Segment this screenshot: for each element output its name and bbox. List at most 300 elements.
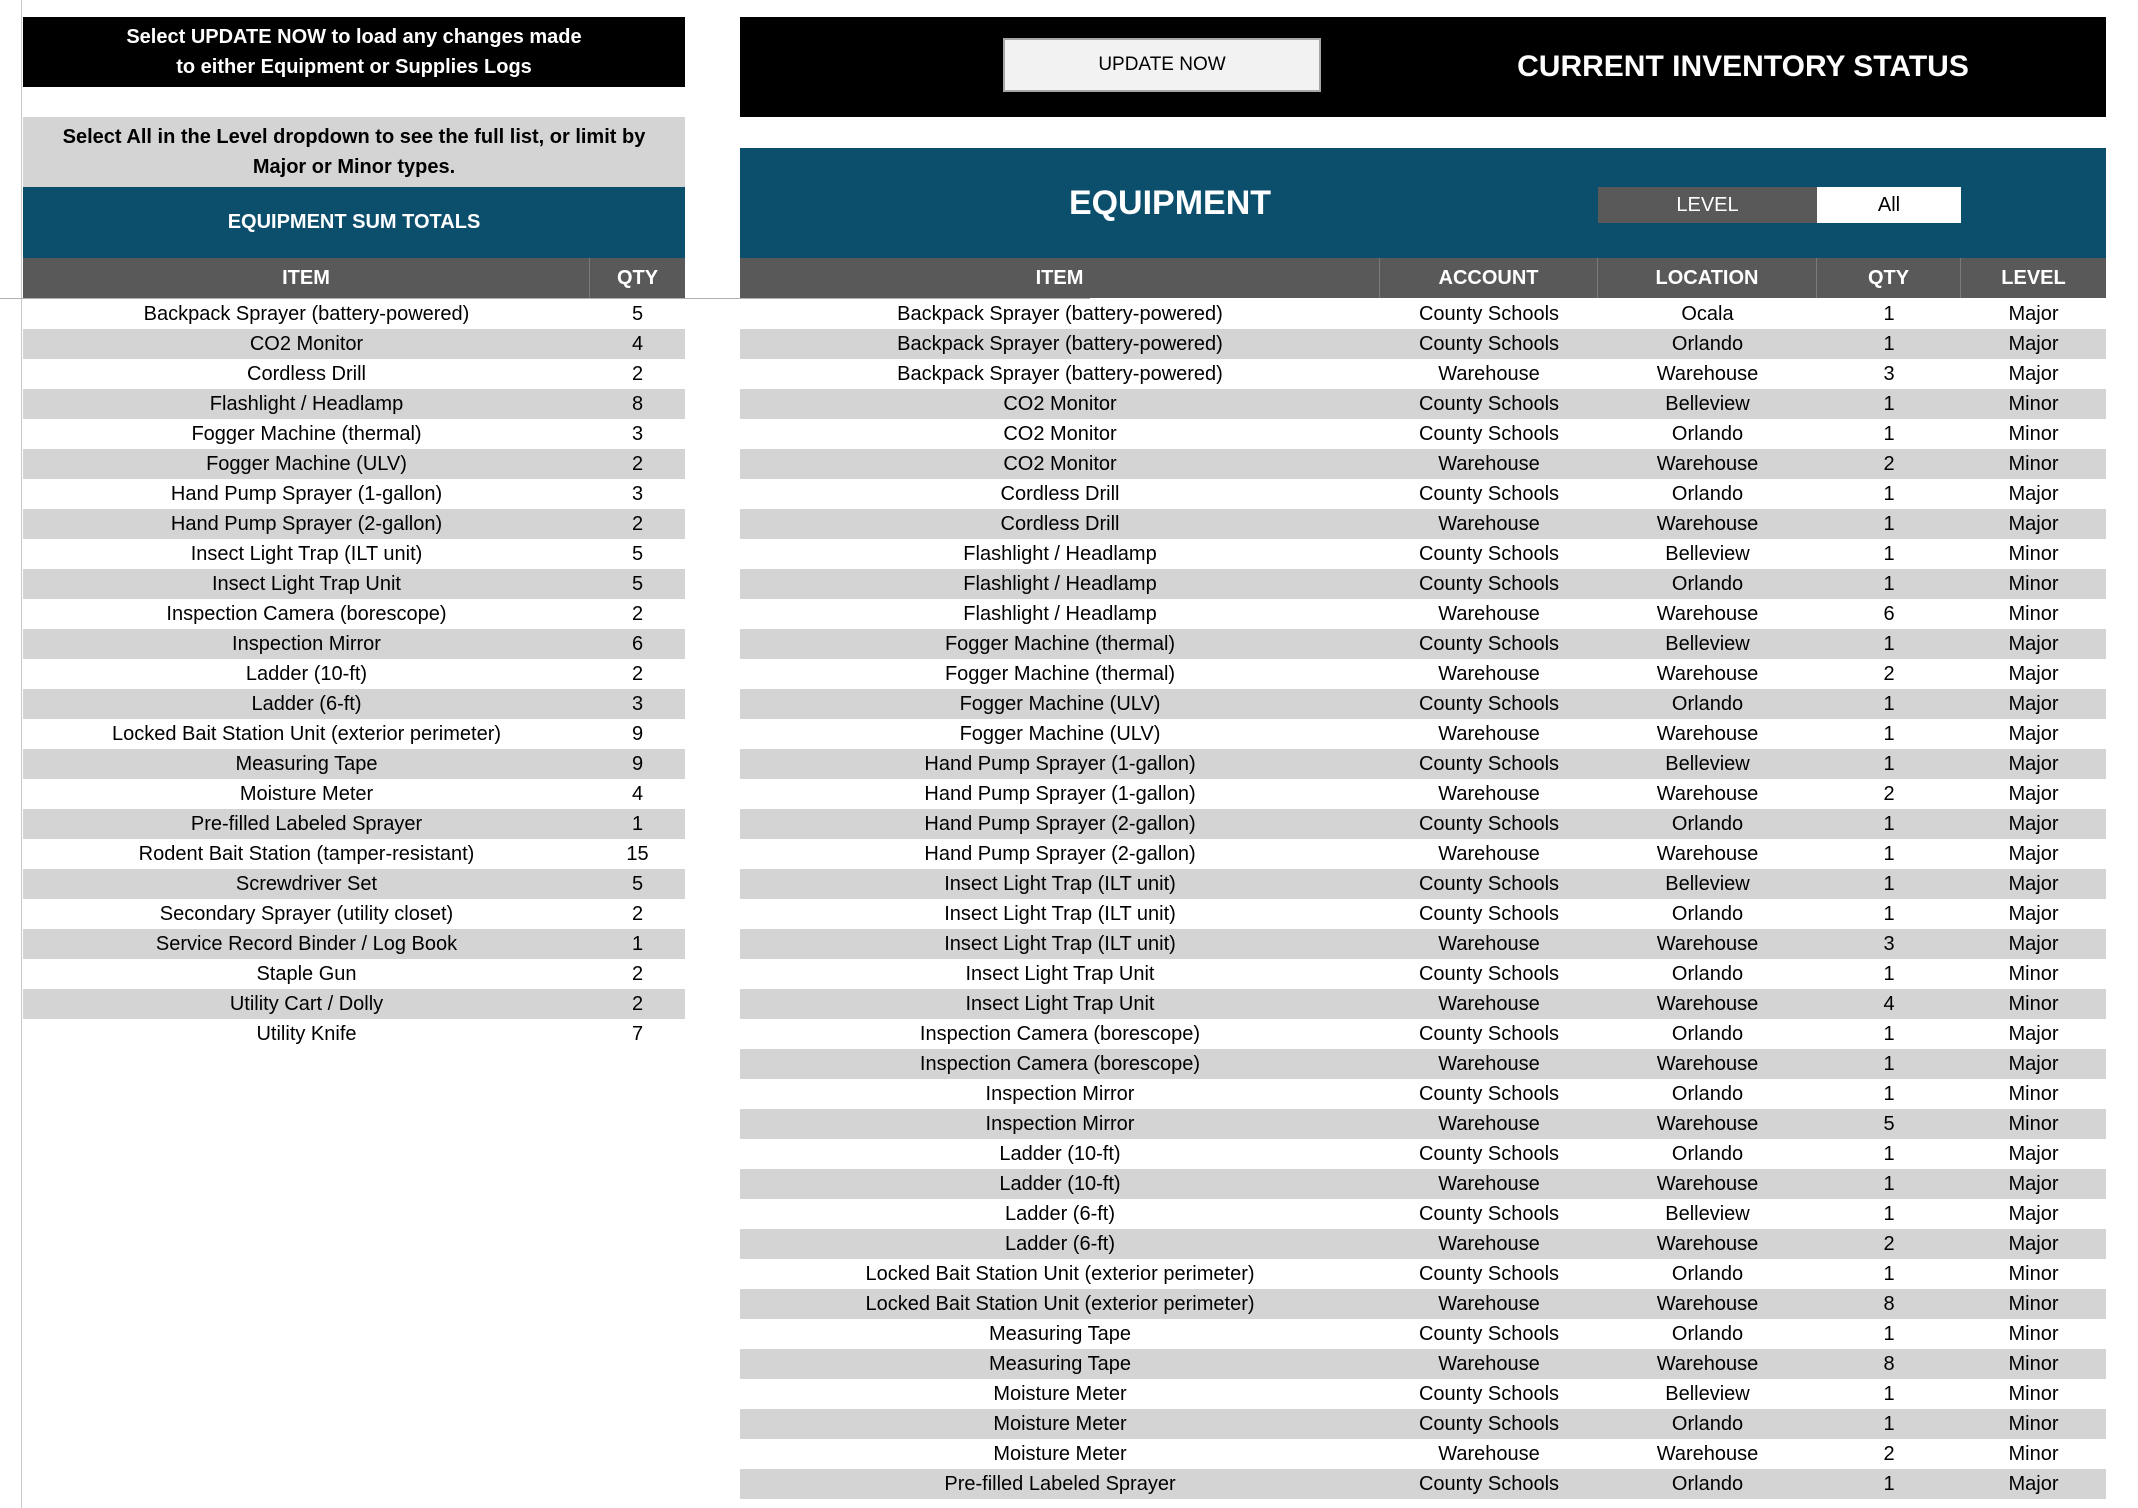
equip-item-cell: Locked Bait Station Unit (exterior perimeter) [865,1292,1255,1315]
sum-item-cell: Screwdriver Set [235,872,378,895]
equip-account-cell: County Schools [1418,542,1560,565]
table-row [740,839,2106,869]
table-row [740,1259,2106,1289]
equip-location-cell: Belleview [1665,632,1750,655]
equip-item-cell: Insect Light Trap Unit [965,962,1155,985]
sum-qty-cell: 2 [631,512,644,535]
equip-location-cell: Orlando [1671,1142,1744,1165]
equip-level-cell: Minor [2008,1412,2059,1435]
sum-qty-cell: 4 [631,782,644,805]
table-row [740,719,2106,749]
equip-level-cell: Major [2008,752,2059,775]
equip-account-cell: County Schools [1418,812,1560,835]
equip-account-cell: County Schools [1418,1082,1560,1105]
equip-level-cell: Minor [2008,392,2059,415]
equip-qty-cell: 3 [1883,362,1895,385]
equip-level-cell: Minor [2008,602,2059,625]
equip-account-cell: Warehouse [1438,932,1540,955]
table-row [740,509,2106,539]
sum-qty-cell: 5 [631,572,644,595]
equip-location-cell: Warehouse [1656,992,1759,1015]
equip-location-cell: Warehouse [1656,362,1759,385]
equip-location-cell: Belleview [1665,542,1750,565]
equip-account-cell: Warehouse [1438,1172,1540,1195]
equip-location-cell: Ocala [1681,302,1734,325]
sum-item-cell: Backpack Sprayer (battery-powered) [143,302,470,325]
equip-qty-cell: 1 [1883,1082,1895,1105]
equip-qty-cell: 1 [1883,1142,1895,1165]
sum-item-cell: Locked Bait Station Unit (exterior perimeter) [111,722,502,745]
equip-account-cell: Warehouse [1438,1352,1540,1375]
sum-totals-title: EQUIPMENT SUM TOTALS [23,187,685,258]
table-row [23,359,685,389]
equip-level-cell: Major [2008,842,2059,865]
equip-level-cell: Minor [2008,1442,2059,1465]
table-row [740,1289,2106,1319]
equip-level-cell: Minor [2008,1112,2059,1135]
equip-location-cell: Warehouse [1656,722,1759,745]
equip-location-cell: Belleview [1665,1202,1750,1225]
equip-level-cell: Minor [2008,992,2059,1015]
equip-item-cell: Measuring Tape [989,1322,1131,1345]
equip-location-cell: Orlando [1671,1472,1744,1495]
table-row [23,719,685,749]
sum-item-cell: Ladder (6-ft) [251,692,362,715]
equip-qty-cell: 1 [1883,1412,1895,1435]
table-row [23,689,685,719]
equip-qty-cell: 1 [1883,902,1895,925]
equip-location-cell: Warehouse [1656,1292,1759,1315]
table-row [740,599,2106,629]
equip-account-cell: County Schools [1418,872,1560,895]
sum-item-cell: Pre-filled Labeled Sprayer [190,812,423,835]
equip-location-cell: Warehouse [1656,1052,1759,1075]
table-row [23,299,685,329]
equip-account-cell: Warehouse [1438,662,1540,685]
equip-account-cell: County Schools [1418,302,1560,325]
equip-level-cell: Major [2008,1052,2059,1075]
equipment-title: EQUIPMENT [1068,183,1272,222]
equip-account-cell: Warehouse [1438,782,1540,805]
equip-item-cell: Inspection Camera (borescope) [919,1022,1201,1045]
equip-item-cell: Cordless Drill [1000,512,1120,535]
equip-level-cell: Major [2008,362,2059,385]
table-row [740,1349,2106,1379]
equip-location-cell: Orlando [1671,902,1744,925]
equip-header-item: ITEM [740,258,1380,298]
sum-item-cell: Service Record Binder / Log Book [155,932,458,955]
equip-level-cell: Major [2008,782,2059,805]
sum-item-cell: Inspection Mirror [232,632,381,655]
sum-qty-cell: 3 [631,692,644,715]
equip-item-cell: Cordless Drill [1000,482,1120,505]
table-row [740,1439,2106,1469]
equip-location-cell: Orlando [1671,1322,1744,1345]
table-row [23,749,685,779]
equip-account-cell: Warehouse [1438,1292,1540,1315]
equip-location-cell: Orlando [1671,1082,1744,1105]
sum-qty-cell: 1 [631,932,644,955]
equip-account-cell: Warehouse [1438,1232,1540,1255]
equip-account-cell: County Schools [1418,572,1560,595]
table-row [23,389,685,419]
equip-qty-cell: 1 [1883,692,1895,715]
table-row [740,569,2106,599]
equip-account-cell: County Schools [1418,332,1560,355]
sum-qty-cell: 5 [631,542,644,565]
table-row [23,449,685,479]
table-row [23,479,685,509]
equip-account-cell: County Schools [1418,1472,1560,1495]
equip-level-cell: Minor [2008,1262,2059,1285]
equip-level-cell: Major [2008,332,2059,355]
table-row [740,449,2106,479]
equip-account-cell: Warehouse [1438,992,1540,1015]
sum-qty-cell: 9 [631,722,644,745]
equip-item-cell: Hand Pump Sprayer (1-gallon) [924,782,1196,805]
update-notice-line: to either Equipment or Supplies Logs [176,56,532,78]
sum-qty-cell: 2 [631,902,644,925]
equip-item-cell: Fogger Machine (thermal) [944,662,1176,685]
sum-item-cell: Hand Pump Sprayer (2-gallon) [170,512,443,535]
equip-location-cell: Warehouse [1656,512,1759,535]
equip-item-cell: Flashlight / Headlamp [963,542,1157,565]
sum-item-cell: Cordless Drill [247,362,366,385]
sum-item-cell: Hand Pump Sprayer (1-gallon) [170,482,443,505]
equip-location-cell: Orlando [1671,572,1744,595]
equip-qty-cell: 6 [1883,602,1895,625]
sum-qty-cell: 2 [631,962,644,985]
table-row [23,419,685,449]
equip-item-cell: Ladder (10-ft) [999,1172,1121,1195]
table-row [23,539,685,569]
table-row [740,899,2106,929]
equip-account-cell: Warehouse [1438,602,1540,625]
sum-item-cell: Fogger Machine (thermal) [191,422,422,445]
table-row [740,1469,2106,1499]
table-row [740,959,2106,989]
equip-level-cell: Major [2008,1232,2059,1255]
sum-item-cell: Inspection Camera (borescope) [166,602,447,625]
equip-level-cell: Major [2008,1172,2059,1195]
equip-account-cell: County Schools [1418,1262,1560,1285]
equip-account-cell: Warehouse [1438,512,1540,535]
equip-item-cell: CO2 Monitor [1003,392,1117,415]
equip-level-cell: Minor [2008,1292,2059,1315]
equip-qty-cell: 1 [1883,392,1895,415]
equip-item-cell: Ladder (6-ft) [1004,1202,1116,1225]
equip-qty-cell: 1 [1883,842,1895,865]
equip-qty-cell: 1 [1883,1382,1895,1405]
table-row [23,329,685,359]
table-row [740,629,2106,659]
equip-qty-cell: 1 [1883,872,1895,895]
inventory-status-title: CURRENT INVENTORY STATUS [1517,50,1969,83]
equip-item-cell: Fogger Machine (thermal) [944,632,1176,655]
table-row [740,1409,2106,1439]
equip-location-cell: Belleview [1665,752,1750,775]
equip-item-cell: Moisture Meter [993,1382,1127,1405]
table-row [23,899,685,929]
equip-qty-cell: 2 [1883,662,1895,685]
equip-account-cell: County Schools [1418,962,1560,985]
equip-qty-cell: 1 [1883,332,1895,355]
equip-item-cell: Hand Pump Sprayer (2-gallon) [924,812,1196,835]
equip-item-cell: Moisture Meter [993,1412,1127,1435]
equip-location-cell: Warehouse [1656,1442,1759,1465]
equip-account-cell: County Schools [1418,392,1560,415]
equip-item-cell: Insect Light Trap Unit [965,992,1155,1015]
equip-location-cell: Belleview [1665,872,1750,895]
table-row [740,689,2106,719]
equip-location-cell: Orlando [1671,332,1744,355]
sum-item-cell: Flashlight / Headlamp [209,392,404,415]
instructions-line: Major or Minor types. [252,156,456,178]
equip-level-cell: Major [2008,902,2059,925]
sum-qty-cell: 8 [631,392,644,415]
equip-level-cell: Major [2008,662,2059,685]
sum-item-cell: Ladder (10-ft) [245,662,368,685]
equip-qty-cell: 1 [1883,1262,1895,1285]
equip-qty-cell: 1 [1883,722,1895,745]
equip-qty-cell: 1 [1883,632,1895,655]
table-row [740,359,2106,389]
equip-level-cell: Major [2008,1142,2059,1165]
table-row [23,659,685,689]
table-row [23,989,685,1019]
equip-location-cell: Orlando [1671,482,1744,505]
equip-level-cell: Minor [2008,542,2059,565]
sum-item-cell: CO2 Monitor [249,332,364,355]
equip-qty-cell: 1 [1883,572,1895,595]
equip-qty-cell: 1 [1883,512,1895,535]
equip-level-cell: Minor [2008,1322,2059,1345]
equip-level-cell: Minor [2008,1352,2059,1375]
equip-location-cell: Warehouse [1656,932,1759,955]
equip-location-cell: Warehouse [1656,842,1759,865]
sheet-gridline [21,0,22,1508]
equip-item-cell: Hand Pump Sprayer (1-gallon) [924,752,1196,775]
table-row [740,1169,2106,1199]
table-row [23,809,685,839]
equip-account-cell: County Schools [1418,1022,1560,1045]
equip-location-cell: Orlando [1671,812,1744,835]
equip-location-cell: Orlando [1671,1262,1744,1285]
equip-level-cell: Major [2008,1472,2059,1495]
equip-location-cell: Warehouse [1656,602,1759,625]
equip-account-cell: Warehouse [1438,842,1540,865]
equip-account-cell: Warehouse [1438,1442,1540,1465]
equip-item-cell: Fogger Machine (ULV) [959,692,1161,715]
equip-account-cell: County Schools [1418,902,1560,925]
equip-level-cell: Major [2008,1022,2059,1045]
sum-qty-cell: 3 [631,422,644,445]
equip-level-cell: Major [2008,1202,2059,1225]
table-row [740,419,2106,449]
equip-location-cell: Warehouse [1656,782,1759,805]
table-row [23,509,685,539]
equip-header-location: LOCATION [1598,258,1817,298]
equip-qty-cell: 2 [1883,1442,1895,1465]
table-row [740,1229,2106,1259]
table-row [740,1319,2106,1349]
table-row [740,749,2106,779]
equip-account-cell: County Schools [1418,482,1560,505]
equip-qty-cell: 5 [1883,1112,1895,1135]
sum-item-cell: Fogger Machine (ULV) [206,452,407,475]
equip-location-cell: Orlando [1671,1412,1744,1435]
table-row [740,479,2106,509]
level-filter-label: LEVEL [1598,187,1817,223]
equip-account-cell: Warehouse [1438,362,1540,385]
sum-header-item: ITEM [23,258,590,298]
update-now-button[interactable]: UPDATE NOW [1003,38,1321,92]
equip-level-cell: Minor [2008,1082,2059,1105]
equip-item-cell: Flashlight / Headlamp [963,602,1157,625]
equip-location-cell: Warehouse [1656,452,1759,475]
level-instructions [23,117,685,187]
equip-level-cell: Minor [2008,962,2059,985]
sum-qty-cell: 9 [631,752,644,775]
table-row [740,1199,2106,1229]
sum-qty-cell: 6 [631,632,644,655]
equip-level-cell: Major [2008,812,2059,835]
equip-item-cell: Inspection Camera (borescope) [919,1052,1201,1075]
sum-qty-cell: 15 [626,842,649,865]
equip-location-cell: Warehouse [1656,1352,1759,1375]
equip-item-cell: Backpack Sprayer (battery-powered) [897,362,1223,385]
table-row [23,1019,685,1049]
sum-qty-cell: 5 [631,302,644,325]
sum-qty-cell: 3 [631,482,644,505]
equip-qty-cell: 1 [1883,422,1895,445]
equip-location-cell: Orlando [1671,692,1744,715]
equip-qty-cell: 1 [1883,752,1895,775]
table-row [740,929,2106,959]
sum-item-cell: Insect Light Trap Unit [212,572,401,595]
equip-location-cell: Orlando [1671,422,1744,445]
level-filter-dropdown[interactable]: All [1817,187,1961,223]
equip-item-cell: Fogger Machine (ULV) [959,722,1161,745]
equip-qty-cell: 1 [1883,482,1895,505]
equip-item-cell: Insect Light Trap (ILT unit) [944,902,1176,925]
sum-qty-cell: 2 [631,662,644,685]
equip-item-cell: Flashlight / Headlamp [963,572,1157,595]
equip-account-cell: County Schools [1418,692,1560,715]
equip-location-cell: Warehouse [1656,1172,1759,1195]
equip-account-cell: County Schools [1418,422,1560,445]
sum-item-cell: Utility Cart / Dolly [229,992,384,1015]
equip-account-cell: Warehouse [1438,722,1540,745]
sum-qty-cell: 5 [631,872,644,895]
equip-qty-cell: 2 [1883,1232,1895,1255]
equip-location-cell: Warehouse [1656,1232,1759,1255]
sum-qty-cell: 2 [631,602,644,625]
table-row [23,869,685,899]
equip-item-cell: Backpack Sprayer (battery-powered) [897,302,1223,325]
sum-item-cell: Insect Light Trap (ILT unit) [190,542,423,565]
equip-item-cell: Ladder (6-ft) [1004,1232,1116,1255]
equip-location-cell: Belleview [1665,1382,1750,1405]
equip-account-cell: Warehouse [1438,452,1540,475]
table-row [740,1019,2106,1049]
table-row [740,539,2106,569]
equip-location-cell: Orlando [1671,962,1744,985]
sum-header-qty: QTY [590,258,685,298]
equip-location-cell: Belleview [1665,392,1750,415]
equip-account-cell: County Schools [1418,752,1560,775]
equip-item-cell: Insect Light Trap (ILT unit) [944,872,1176,895]
equip-qty-cell: 4 [1883,992,1895,1015]
table-row [740,809,2106,839]
equip-location-cell: Warehouse [1656,662,1759,685]
sum-item-cell: Moisture Meter [239,782,374,805]
equip-qty-cell: 1 [1883,1202,1895,1225]
sum-item-cell: Measuring Tape [235,752,378,775]
equipment-table [740,299,2106,1499]
equip-level-cell: Minor [2008,572,2059,595]
equip-qty-cell: 1 [1883,1022,1895,1045]
equip-level-cell: Major [2008,632,2059,655]
instructions-line: Select All in the Level dropdown to see the full list, or limit by [62,126,646,148]
sum-item-cell: Secondary Sprayer (utility closet) [159,902,454,925]
equip-account-cell: County Schools [1418,1202,1560,1225]
sum-qty-cell: 2 [631,452,644,475]
equip-location-cell: Warehouse [1656,1112,1759,1135]
equip-level-cell: Major [2008,872,2059,895]
equip-level-cell: Major [2008,692,2059,715]
sum-qty-cell: 7 [631,1022,644,1045]
equip-level-cell: Minor [2008,422,2059,445]
equip-header-level: LEVEL [1961,258,2106,298]
equip-qty-cell: 1 [1883,1322,1895,1345]
table-row [740,1379,2106,1409]
equip-account-cell: County Schools [1418,632,1560,655]
equip-header-qty: QTY [1817,258,1961,298]
equip-qty-cell: 1 [1883,812,1895,835]
table-row [23,779,685,809]
equip-item-cell: Moisture Meter [993,1442,1127,1465]
table-row [23,929,685,959]
equip-qty-cell: 1 [1883,1172,1895,1195]
equip-qty-cell: 1 [1883,1472,1895,1495]
equip-item-cell: Inspection Mirror [985,1082,1135,1105]
equip-item-cell: Pre-filled Labeled Sprayer [944,1472,1176,1495]
update-notice [23,17,685,87]
equip-qty-cell: 1 [1883,1052,1895,1075]
table-row [740,329,2106,359]
equip-qty-cell: 8 [1883,1352,1895,1375]
table-row [23,959,685,989]
equip-level-cell: Minor [2008,1382,2059,1405]
equip-level-cell: Major [2008,482,2059,505]
equip-account-cell: County Schools [1418,1322,1560,1345]
table-row [740,389,2106,419]
equip-item-cell: Hand Pump Sprayer (2-gallon) [924,842,1196,865]
equip-qty-cell: 8 [1883,1292,1895,1315]
equip-item-cell: Ladder (10-ft) [999,1142,1121,1165]
equip-account-cell: County Schools [1418,1382,1560,1405]
table-row [740,299,2106,329]
sum-item-cell: Utility Knife [256,1022,357,1045]
equip-qty-cell: 3 [1883,932,1895,955]
sum-item-cell: Rodent Bait Station (tamper-resistant) [138,842,475,865]
equip-item-cell: Insect Light Trap (ILT unit) [944,932,1176,955]
equip-account-cell: County Schools [1418,1142,1560,1165]
sum-qty-cell: 2 [631,992,644,1015]
equip-item-cell: Locked Bait Station Unit (exterior perimeter) [865,1262,1255,1285]
equip-level-cell: Minor [2008,452,2059,475]
